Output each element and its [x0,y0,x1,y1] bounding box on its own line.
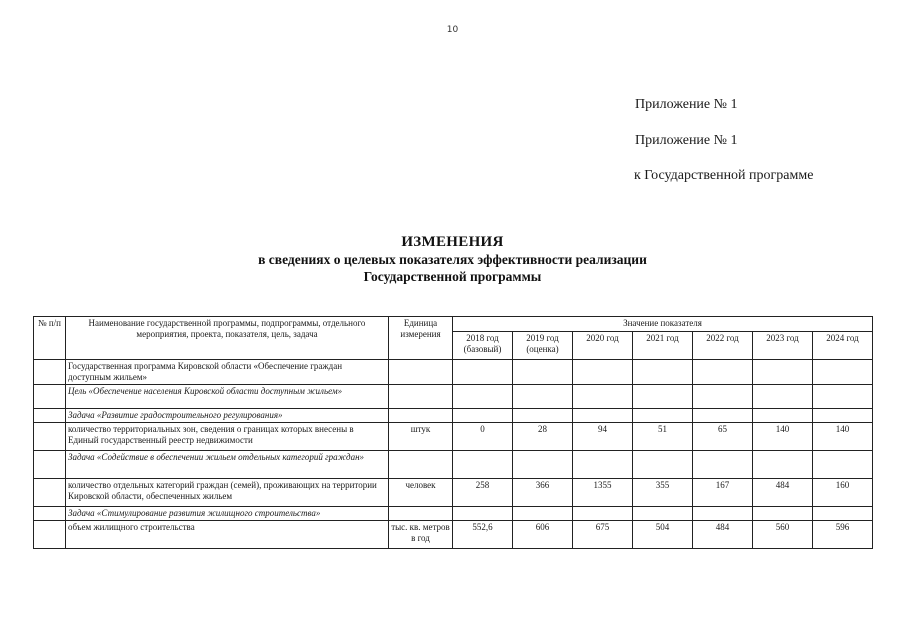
row-unit: человек [389,479,453,507]
header-num: № п/п [34,317,66,360]
header-year-2018: 2018 год (базовый) [453,332,513,360]
row-name: количество территориальных зон, сведения о границах которых внесены в Единый государственный реестр недвижимости [66,423,389,451]
header-year-2023: 2023 год [753,332,813,360]
row-name: Задача «Содействие в обеспечении жильем отдельных категорий граждан» [66,451,389,479]
header-unit: Единица измерения [389,317,453,360]
row-name: Государственная программа Кировской области «Обеспечение граждан доступным жильем» [66,360,389,385]
appendix-line-1: Приложение № 1 [635,97,738,112]
header-value-group: Значение показателя [453,317,873,332]
page-number: 10 [446,25,459,35]
row-name: Задача «Стимулирование развития жилищного строительства» [66,507,389,521]
header-year-2019: 2019 год (оценка) [513,332,573,360]
table-row [34,409,873,423]
table-row [34,451,873,479]
table-row [34,360,873,385]
row-name: объем жилищного строительства [66,521,389,549]
row-unit: штук [389,423,453,451]
header-year-2024: 2024 год [813,332,873,360]
row-unit: тыс. кв. метров в год [389,521,453,549]
row-name: Задача «Развитие градостроительного регулирования» [66,409,389,423]
header-name: Наименование государственной программы, подпрограммы, отдельного мероприятия, проекта, показателя, цель, задача [66,317,389,360]
table-row: количество территориальных зон, сведения о границах которых внесены в Единый государственный реестр недвижимости штук 0 28 94 51 65 140 140 [34,423,873,451]
title-line-1: ИЗМЕНЕНИЯ [401,234,504,250]
header-year-2022: 2022 год [693,332,753,360]
title-line-3: Государственной программы [363,269,542,284]
appendix-line-3: к Государственной программе [634,168,814,183]
header-year-2021: 2021 год [633,332,693,360]
row-name: количество отдельных категорий граждан (семей), проживающих на территории Кировской области, обеспеченных жильем [66,479,389,507]
document-title [0,234,905,285]
table-row: количество отдельных категорий граждан (семей), проживающих на территории Кировской области, обеспеченных жильем человек 258 366 1355 355 167 484 160 [34,479,873,507]
table-row [34,507,873,521]
title-line-2: в сведениях о целевых показателях эффективности реализации [258,252,647,267]
row-name: Цель «Обеспечение населения Кировской области доступным жильем» [66,385,389,409]
table-row: объем жилищного строительства тыс. кв. метров в год 552,6 606 675 504 484 560 596 [34,521,873,549]
header-year-2020: 2020 год [573,332,633,360]
table-row [34,385,873,409]
indicators-table [33,316,873,549]
appendix-line-2: Приложение № 1 [635,133,738,148]
